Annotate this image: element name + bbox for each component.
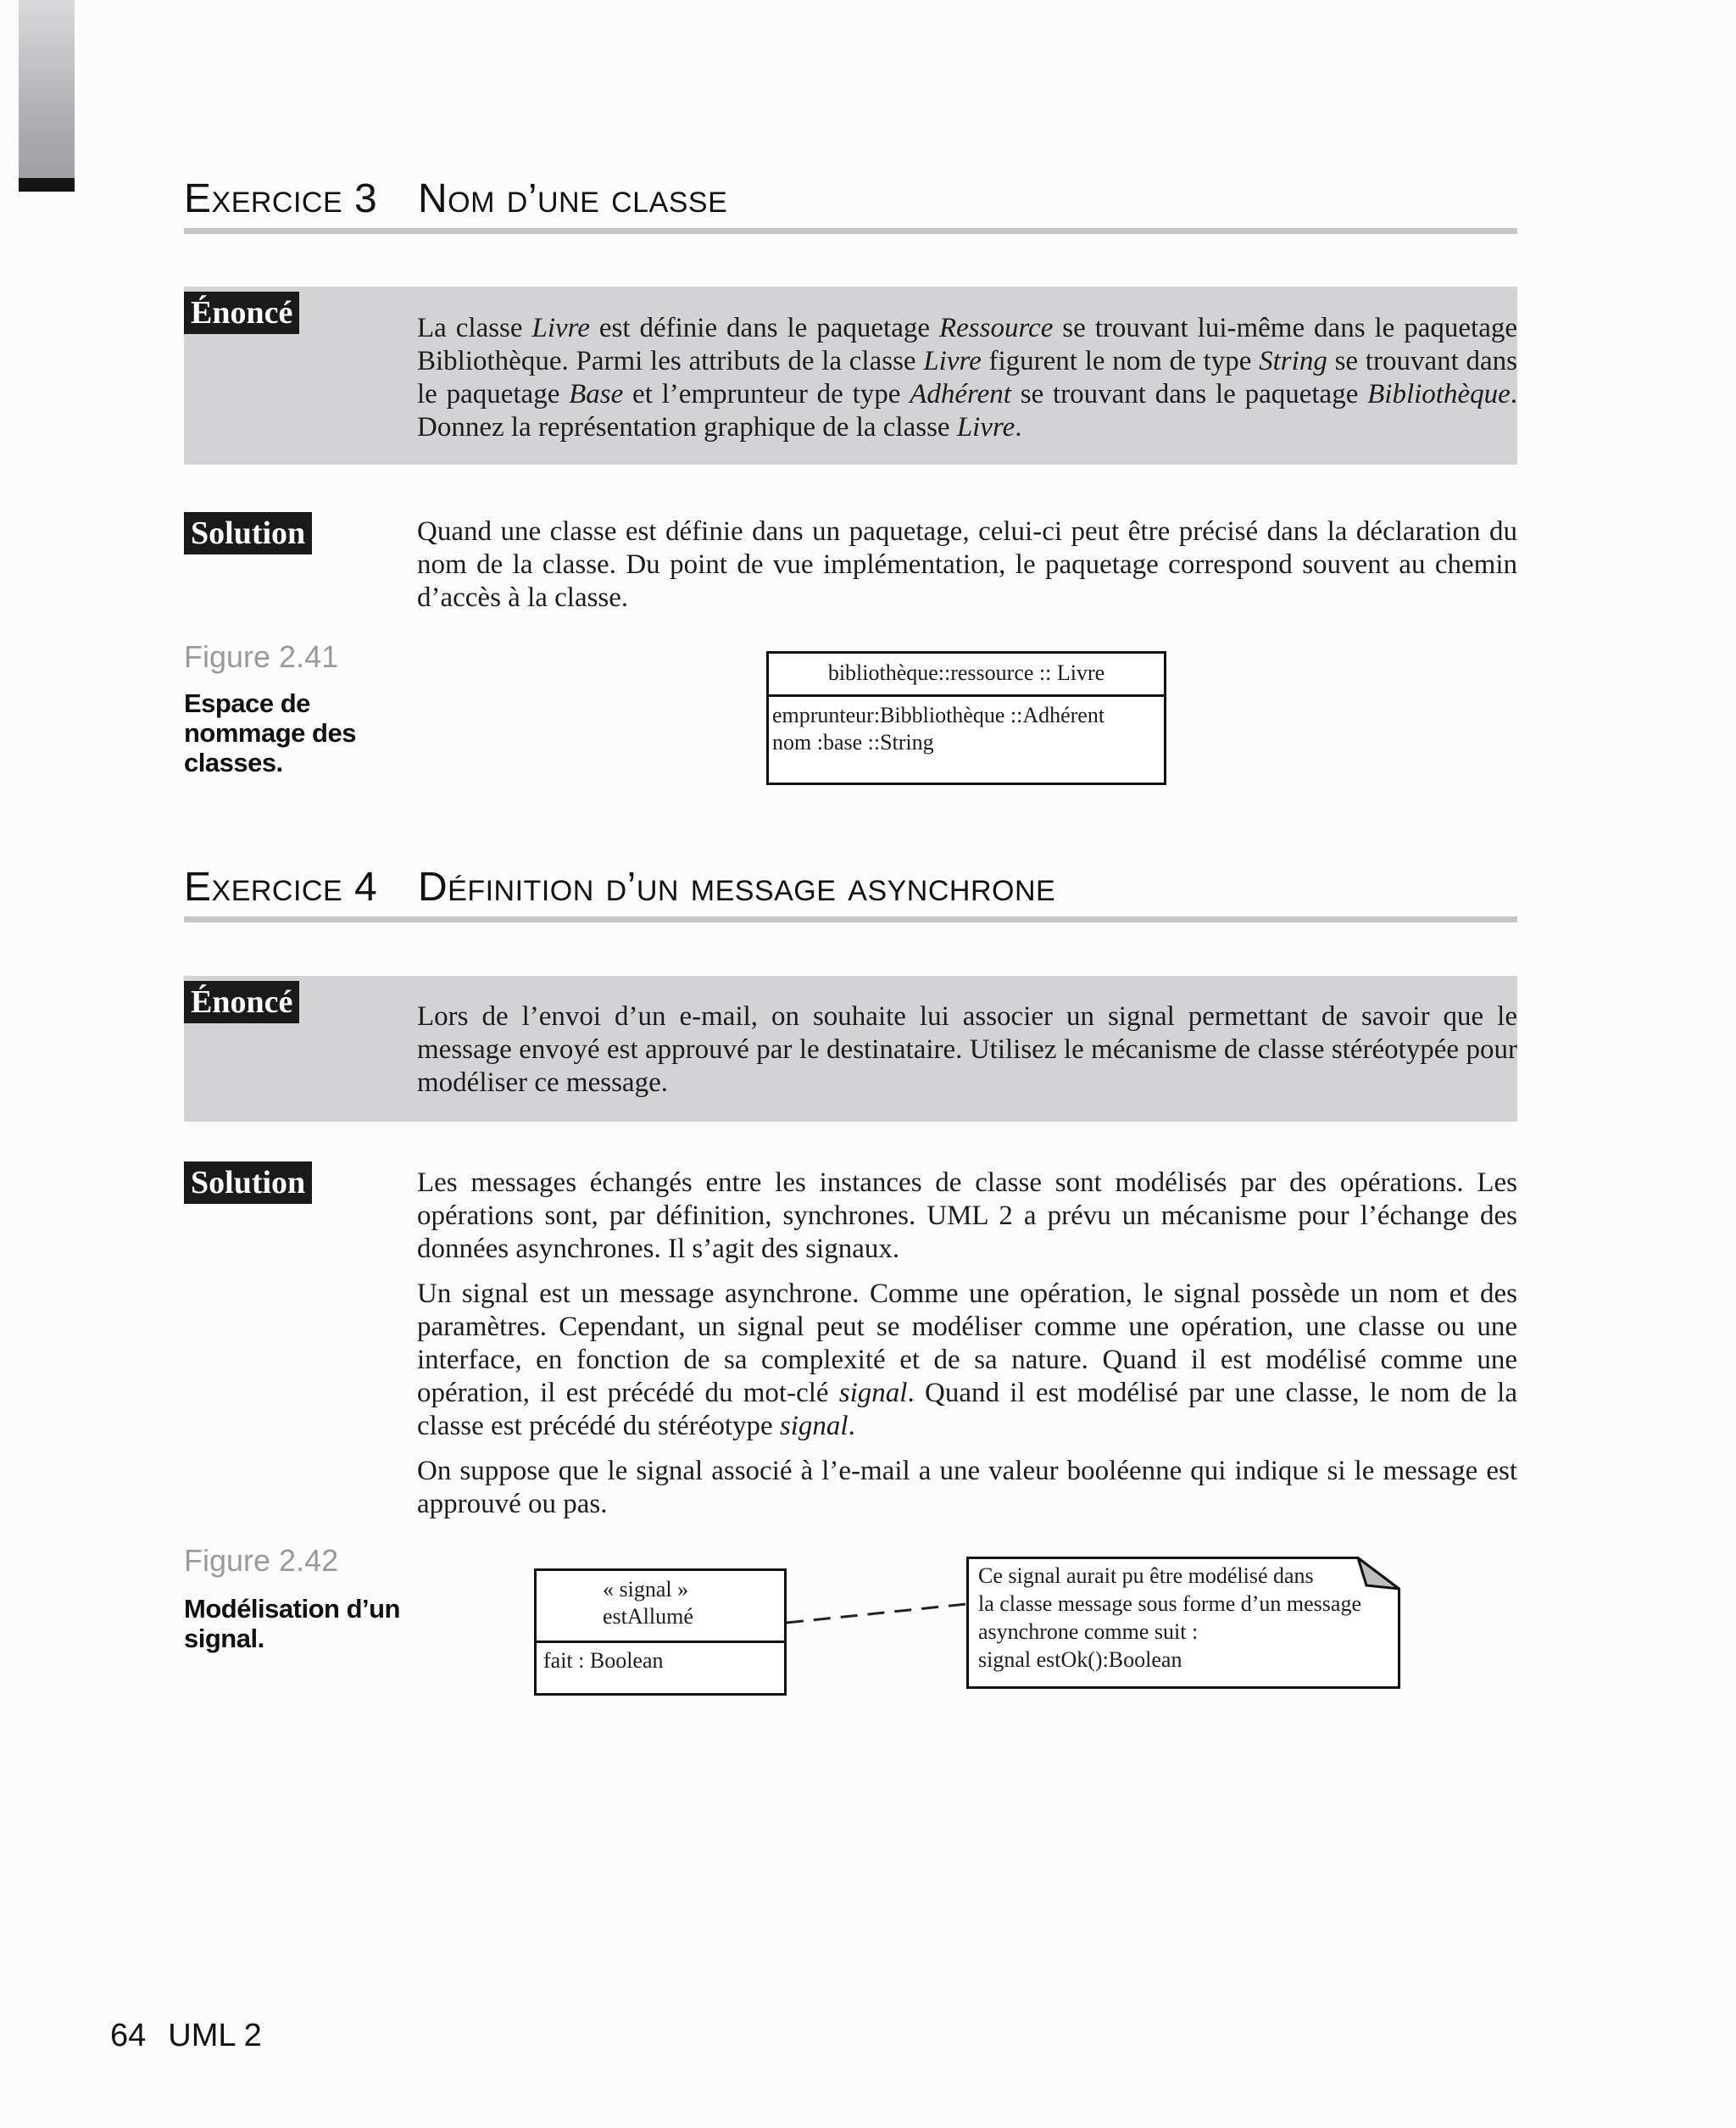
page-footer [110,2018,262,2054]
exercise-3-enonce-label: Énoncé [184,292,299,334]
exercise-3-solution-label: Solution [184,512,312,554]
page-number: 64 [110,2018,147,2053]
uml-class-name: estAllumé [603,1604,693,1629]
uml-class-livre [766,651,1166,785]
heading-rule [184,228,1517,234]
figure-2-42-number: Figure 2.42 [184,1543,339,1578]
page-edge-tab [19,0,75,192]
exercise-4-solution-p3: On suppose que le signal associé à l’e-mail a une valeur booléenne qui indique si le message est approuvé ou pas. [417,1456,1517,1519]
note-anchor-dashed-line [787,1604,966,1623]
note-line: asynchrone comme suit : [978,1619,1199,1644]
book-title: UML 2 [168,2018,262,2053]
figure-2-41-caption: Espace de nommage des classes. [184,688,356,777]
note-line: signal estOk():Boolean [978,1647,1182,1672]
exercise-3-title: Nom d’une classe [418,176,728,221]
exercise-4-enonce-label: Énoncé [184,981,299,1023]
figure-2-42-caption: Modélisation d’un signal. [184,1594,400,1653]
uml-class-name: bibliothèque::ressource :: Livre [827,660,1105,685]
exercise-4-number: Exercice 4 [184,865,378,910]
exercise-3-solution-text: Quand une classe est définie dans un paquetage, celui-ci peut être précisé dans la déclaration du nom de la classe. Du point de vue implémentation, le paquetage correspond souvent au chemin d’accès à la classe. [417,516,1517,613]
uml-attribute: nom :base ::String [772,730,934,755]
uml-attributes-section [769,694,1164,761]
exercise-4-enonce-text: Lors de l’envoi d’un e-mail, on souhaite lui associer un signal permettant de savoir que le message envoyé est approuvé par le destinataire. Utilisez le mécanisme de classe stéréotypée pour modéliser ce message. [417,1001,1517,1098]
note-line: Ce signal aurait pu être modélisé dans [978,1563,1314,1588]
uml-class-header [537,1571,784,1641]
uml-stereotype: « signal » [603,1577,689,1602]
note-text [978,1562,1361,1674]
uml-signal-class [534,1568,787,1696]
heading-rule [184,916,1517,922]
exercise-3-heading [184,175,1517,234]
uml-attribute: emprunteur:Bibbliothèque ::Adhérent [772,703,1105,727]
uml-attribute: fait : Boolean [537,1641,784,1679]
uml-note [966,1557,1400,1689]
exercise-4-title: Définition d’un message asynchrone [418,865,1056,910]
exercise-4-solution-p1: Les messages échangés entre les instances de classe sont modélisés par des opérations. Les opérations sont, par définition, synchrones. UML 2 a prévu un mécanisme pour l’échange des données asynchrones. Il s’agit des signaux. [417,1167,1517,1264]
exercise-3-number: Exercice 3 [184,176,378,221]
exercise-4-solution-label: Solution [184,1161,312,1204]
exercise-4-solution-p2: Un signal est un message asynchrone. Comme une opération, le signal possède un nom et des paramètres. Cependant, un signal peut se modéliser comme une opération, une classe ou une interface, en fonction de sa complexité et de sa nature. Quand il est modélisé comme une opération, il est précédé du mot-clé signal. Quand il est modélisé par une classe, le nom de la classe est précédé du stéréotype signal. [417,1278,1517,1441]
figure-2-41-number: Figure 2.41 [184,639,339,674]
exercise-4-heading [184,863,1517,922]
note-line: la classe message sous forme d’un message [978,1591,1361,1616]
exercise-3-enonce-text: La classe Livre est définie dans le paquetage Ressource se trouvant lui-même dans le paquetage Bibliothèque. Parmi les attributs de la classe Livre figurent le nom de type String se trouvant dans le paquetage Base et l’emprunteur de type Adhérent se trouvant dans le paquetage Bibliothèque. Donnez la représentation graphique de la classe Livre. [417,313,1518,443]
